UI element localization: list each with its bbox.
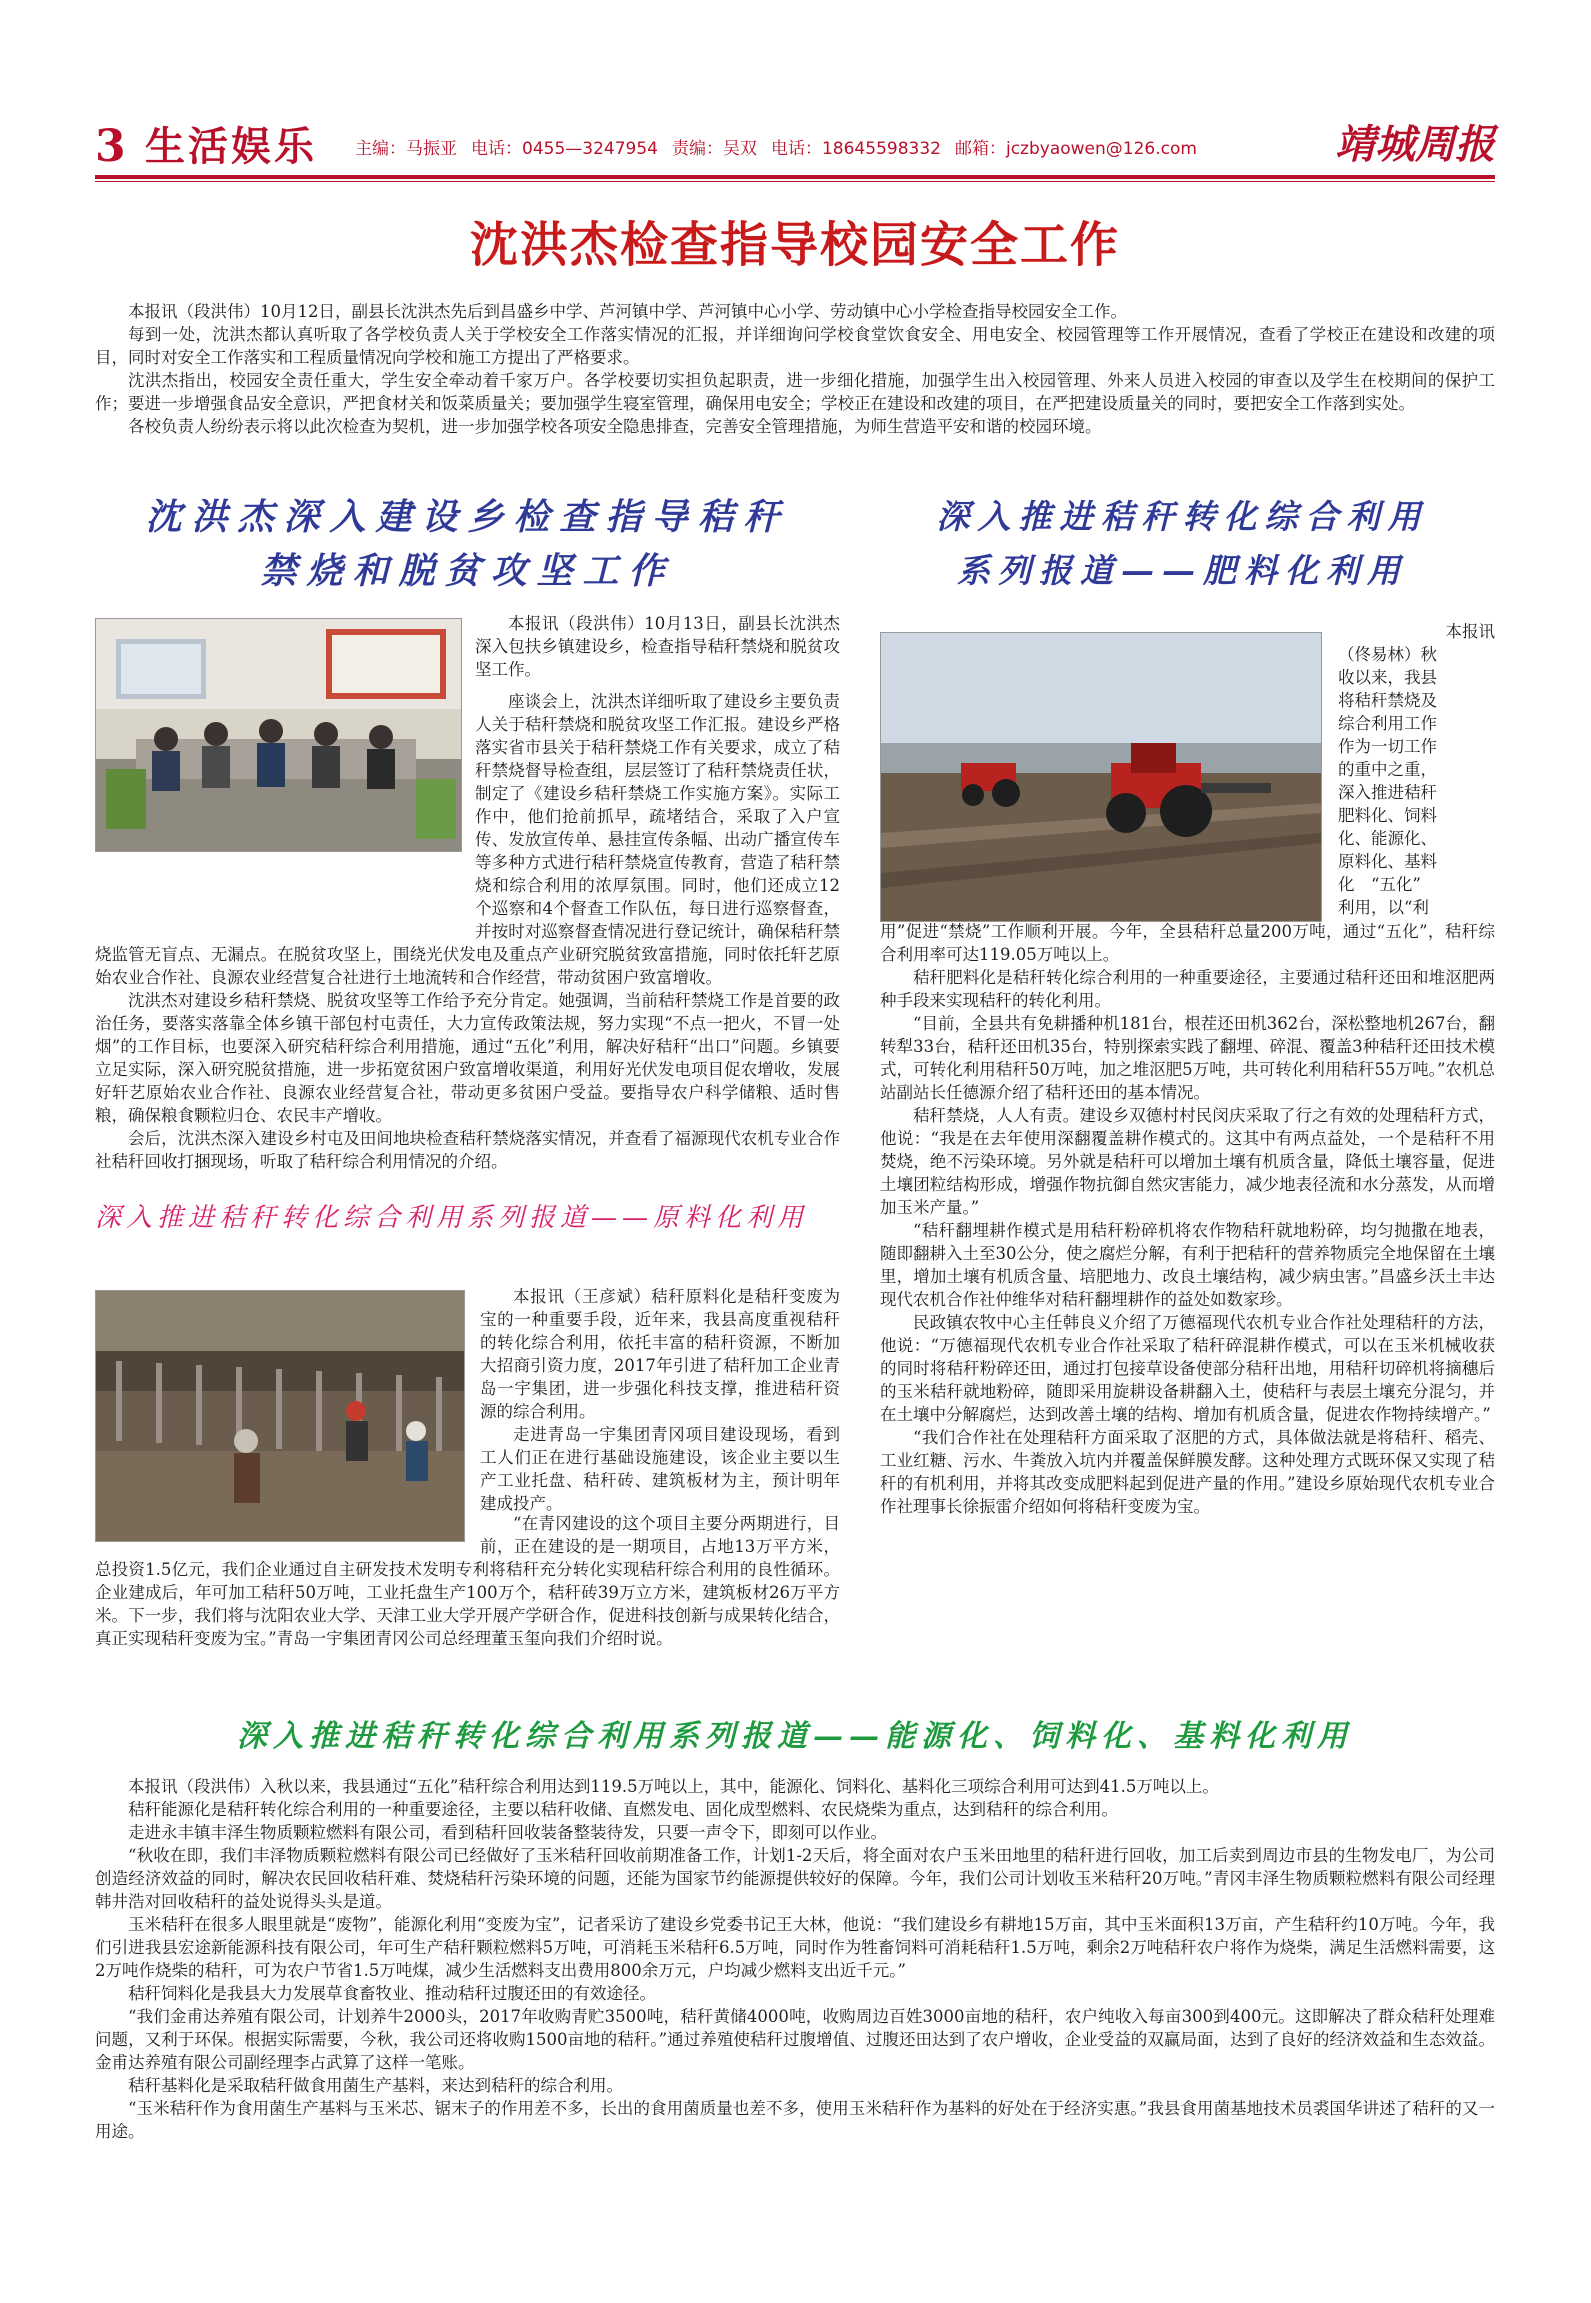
article3-side-line: 化 “五化” xyxy=(1338,875,1421,894)
article3-side-line: 深入推进秸秆 xyxy=(1338,783,1437,802)
article4-title: 深入推进秸秆转化综合利用系列报道——原料化利用 xyxy=(95,1203,809,1233)
article2-title-line2: 禁烧和脱贫攻坚工作 xyxy=(260,550,675,592)
article4-paragraph: 本报讯（王彦斌）秸秆原料化是秸秆变废为宝的一种重要手段，近年来，我县高度重视秸秆的转化综合利用，依托丰富的秸秆资源，不断加大招商引资力度，2017年引进了秸秆加工企业青岛一宇集团，进一步强化科技支撑，推进秸秆资源的综合利用。 xyxy=(480,1287,840,1421)
article3-title-line1: 深入推进秸秆转化综合利用 xyxy=(936,497,1429,536)
article3-side-line: 化、能源化、 xyxy=(1338,829,1437,848)
construction-photo xyxy=(95,1290,465,1542)
article2-title xyxy=(95,490,840,598)
article3-side-column xyxy=(1338,620,1495,919)
editor-info xyxy=(355,137,1211,161)
article5-paragraph: “秋收在即，我们丰泽物质颗粒燃料有限公司已经做好了玉米秸秆回收前期准备工作，计划1-2天后，将全面对农户玉米田地里的秸秆进行回收，加工后卖到周边市县的生物发电厂，为公司创造经济效益的同时，解决农民回收秸秆难、焚烧秸秆污染环境的问题，还能为国家节约能源提供较好的保障。今年，我们公司计划收玉米秸秆20万吨。”青冈丰泽生物质颗粒燃料有限公司经理韩井浩对回收秸秆的益处说得头头是道。 xyxy=(95,1846,1495,1911)
construction-photo-image xyxy=(96,1291,464,1541)
article2-column-top xyxy=(475,612,840,681)
article5-title: 深入推进秸秆转化综合利用系列报道——能源化、饲料化、基料化利用 xyxy=(237,1719,1353,1754)
article3-body xyxy=(880,920,1495,1518)
article1-paragraph: 本报讯（段洪伟）10月12日，副县长沈洪杰先后到昌盛乡中学、芦河镇中学、芦河镇中心小学、劳动镇中心小学检查指导校园安全工作。 xyxy=(128,302,1127,321)
article3-paragraph: “秸秆翻埋耕作模式是用秸秆粉碎机将农作物秸秆就地粉碎，均匀抛撒在地表，随即翻耕入土至30公分，使之腐烂分解，有利于把秸秆的营养物质完全地保留在土壤里，增加土壤有机质含量、培肥地力、改良土壤结构，减少病虫害。”昌盛乡沃土丰达现代农机合作社仲维华对秸秆翻埋耕作的益处如数家珍。 xyxy=(880,1221,1495,1309)
article1-paragraph: 沈洪杰指出，校园安全责任重大，学生安全牵动着千家万户。各学校要切实担负起职责，进一步细化措施，加强学生出入校园管理、外来人员进入校园的审查以及学生在校期间的保护工作；要进一步增强食品安全意识，严把食材关和饭菜质量关；要加强学生寝室管理，确保用电安全；学校正在建设和改建的项目，在严把建设质量关的同时，要把安全工作落到实处。 xyxy=(95,371,1495,413)
article3-paragraph: 秸秆禁烧，人人有责。建设乡双德村村民闵庆采取了行之有效的处理秸秆方式，他说：“我是在去年使用深翻覆盖耕作模式的。这其中有两点益处，一个是秸秆不用焚烧，绝不污染环境。另外就是秸秆可以增加土壤有机质含量，降低土壤容量，促进土壤团粒结构形成，增强作物抗御自然灾害能力，减少地表径流和水分蒸发，从而增加玉米产量。” xyxy=(880,1106,1495,1217)
article2-title-line1: 沈洪杰深入建设乡检查指导秸秆 xyxy=(145,496,790,538)
page-number: 3 xyxy=(95,121,126,172)
email: 邮箱：jczbyaowen@126.com xyxy=(954,139,1197,159)
article4-paragraph: 走进青岛一宇集团青冈项目建设现场，看到工人们正在进行基础设施建设，该企业主要以生产工业托盘、秸秆砖、建筑板材为主，预计明年建成投产。 xyxy=(480,1425,840,1513)
article5-paragraph: 秸秆饲料化是我县大力发展草食畜牧业、推动秸秆过腹还田的有效途径。 xyxy=(128,1984,656,2003)
article3-side-line: 原料化、基料 xyxy=(1338,852,1437,871)
duty-phone: 电话：18645598332 xyxy=(770,139,941,159)
photo-wrap-spacer xyxy=(95,1512,480,1558)
article5-paragraph: 秸秆基料化是采取秸秆做食用菌生产基料，来达到秸秆的综合利用。 xyxy=(128,2076,623,2095)
editor: 主编：马振亚 xyxy=(355,139,457,159)
article3-side-line: （佟易林）秋 xyxy=(1338,645,1437,664)
article2-paragraph: 会后，沈洪杰深入建设乡村屯及田间地块检查秸秆禁烧落实情况，并查看了福源现代农机专业合作社秸秆回收打捆现场，听取了秸秆综合利用情况的介绍。 xyxy=(95,1129,840,1171)
article3-side-line: 肥料化、饲料 xyxy=(1338,806,1437,825)
article5-paragraph: “玉米秸秆作为食用菌生产基料与玉米芯、锯末子的作用差不多，长出的食用菌质量也差不多，使用玉米秸秆作为基料的好处在于经济实惠。”我县食用菌基地技术员裘国华讲述了秸秆的又一用途。 xyxy=(95,2099,1495,2141)
article2-paragraph: 座谈会上，沈洪杰详细听取了建设乡主要负责人关于秸秆禁烧和脱贫攻坚工作汇报。建设乡严格落实省市县关于秸秆禁烧工作有关要求，成立了秸秆禁烧督导检查组，层层签订了秸秆禁烧责任状，制定了《建设乡秸秆禁烧工作实施方案》。实际工作中，他们抢前抓早，疏堵结合，采取了入户宣传、发放宣传单、悬挂宣传条幅、出动广播宣传车等多种方式进行秸秆禁烧宣传教育，营造了秸秆禁烧和综合利用的浓厚氛围。同时，他们还成立12个巡察和4个督查工作队伍，每日进行巡察督查，并按时对巡察督查情况进行登记统计，确保秸秆禁烧监管无盲点、无漏点。在脱贫攻坚上，围绕光伏发电及重点产业研究脱贫致富措施，同时依托轩艺原始农业合作社、良源农业经营复合社进行土地流转和合作经营，带动贫困户致富增收。 xyxy=(95,692,840,987)
article3-paragraph: “我们合作社在处理秸秆方面采取了沤肥的方式，具体做法就是将秸秆、稻壳、工业红糖、污水、牛粪放入坑内并覆盖保鲜膜发酵。这种处理方式既环保又实现了秸秆的有机利用，并将其改变成肥料起到促进产量的作用。”建设乡原始现代农机专业合作社理事长徐振雷介绍如何将秸秆变废为宝。 xyxy=(880,1428,1495,1516)
article3-side-line: 利用，以“利 xyxy=(1338,898,1429,917)
newspaper-brand: 靖城周报 xyxy=(1335,121,1495,168)
article3-paragraph: “目前，全县共有免耕播种机181台，根茬还田机362台，深松整地机267台，翻转犁33台，秸秆还田机35台，特别探索实践了翻埋、碎混、覆盖3种秸秆还田技术模式，可转化利用秸秆50万吨，加之堆沤肥5万吨，共可转化利用秸秆55万吨。”农机总站副站长任德源介绍了秸秆还田的基本情况。 xyxy=(880,1014,1495,1102)
article4-column xyxy=(480,1285,840,1515)
article3-paragraph: 用”促进“禁烧”工作顺利开展。今年，全县秸秆总量200万吨，通过“五化”，秸秆综合利用率可达119.05万吨以上。 xyxy=(880,922,1495,964)
article1-title: 沈洪杰检查指导校园安全工作 xyxy=(469,217,1120,273)
article3-paragraph: 秸秆肥料化是秸秆转化综合利用的一种重要途径，主要通过秸秆还田和堆沤肥两种手段来实现秸秆的转化利用。 xyxy=(880,968,1495,1010)
article3-side-line: 本报讯 xyxy=(1445,622,1495,641)
tractor-photo-image xyxy=(881,633,1321,921)
article2-body xyxy=(95,690,840,1173)
article3-side-line: 收以来，我县 xyxy=(1338,668,1437,687)
article5-paragraph: “我们金甫达养殖有限公司，计划养牛2000头，2017年收购青贮3500吨，秸秆黄储4000吨，收购周边百姓3000亩地的秸秆，农户纯收入每亩300到400元。这即解决了群众秸秆处理难问题，又利于环保。根据实际需要，今秋，我公司还将收购1500亩地的秸秆。”通过养殖使秸秆过腹增值、过腹还田达到了农户增收，企业受益的双赢局面，达到了良好的经济效益和生态效益。金甫达养殖有限公司副经理李占武算了这样一笔账。 xyxy=(95,2007,1495,2072)
photo-wrap-spacer xyxy=(95,690,475,930)
article2-intro: 本报讯（段洪伟）10月13日，副县长沈洪杰深入包扶乡镇建设乡，检查指导秸秆禁烧和脱贫攻坚工作。 xyxy=(475,614,840,679)
duty-editor: 责编：吴双 xyxy=(671,139,757,159)
article5-body xyxy=(95,1775,1495,2143)
article3-side-line: 综合利用工作 xyxy=(1338,714,1437,733)
article4-paragraph: “在青冈建设的这个项目主要分两期进行，目前，正在建设的是一期项目，占地13万平方米，总投资1.5亿元，我们企业通过自主研发技术发明专利将秸秆充分转化实现秸秆综合利用的良性循环。企业建成后，年可加工秸秆50万吨，工业托盘生产100万个，秸秆砖39万立方米，建筑板材26万平方米。下一步，我们将与沈阳农业大学、天津工业大学开展产学研合作，促进科技创新与成果转化结合，真正实现秸秆变废为宝。”青岛一宇集团青冈公司总经理董玉玺向我们介绍时说。 xyxy=(95,1514,840,1648)
article1-body xyxy=(95,300,1495,438)
header-rule-thin xyxy=(95,181,1495,182)
header-rule xyxy=(95,175,1495,179)
section-title: 生活娱乐 xyxy=(145,124,317,170)
article1-paragraph: 各校负责人纷纷表示将以此次检查为契机，进一步加强学校各项安全隐患排查，完善安全管理措施，为师生营造平安和谐的校园环境。 xyxy=(128,417,1102,436)
editor-phone: 电话：0455—3247954 xyxy=(471,139,658,159)
article3-side-line: 将秸秆禁烧及 xyxy=(1338,691,1437,710)
article1-paragraph: 每到一处，沈洪杰都认真听取了各学校负责人关于学校安全工作落实情况的汇报，并详细询问学校食堂饮食安全、用电安全、校园管理等工作开展情况，查看了学校正在建设和改建的项目，同时对安全工作落实和工程质量情况向学校和施工方提出了严格要求。 xyxy=(95,325,1495,367)
article5-paragraph: 秸秆能源化是秸秆转化综合利用的一种重要途径，主要以秸秆收储、直燃发电、固化成型燃料、农民烧柴为重点，达到秸秆的综合利用。 xyxy=(128,1800,1118,1819)
article2-paragraph: 沈洪杰对建设乡秸秆禁烧、脱贫攻坚等工作给予充分肯定。她强调，当前秸秆禁烧工作是首要的政治任务，要落实落靠全体乡镇干部包村屯责任，大力宣传政策法规，努力实现“不点一把火，不冒一处烟”的工作目标，也要深入研究秸秆综合利用措施，通过“五化”利用，解决好秸秆“出口”问题。乡镇要立足实际，深入研究脱贫措施，进一步拓宽贫困户致富增收渠道，利用好光伏发电项目促农增收，发展好轩艺原始农业合作社、良源农业经营复合社，带动更多贫困户受益。要指导农户科学储粮、适时售粮，确保粮食颗粒归仓、农民丰产增收。 xyxy=(95,991,840,1125)
article4-body xyxy=(95,1512,840,1650)
article3-title-line2: 系列报道——肥料化利用 xyxy=(957,551,1408,590)
article5-paragraph: 玉米秸秆在很多人眼里就是“废物”，能源化利用“变废为宝”，记者采访了建设乡党委书记王大林，他说：“我们建设乡有耕地15万亩，其中玉米面积13万亩，产生秸秆约10万吨。今年，我们引进我县宏途新能源科技有限公司，年可生产秸秆颗粒燃料5万吨，可消耗玉米秸秆6.5万吨，同时作为牲畜饲料可消耗秸秆1.5万吨，剩余2万吨秸秆农户将作为烧柴，满足生活燃料需要，这2万吨作烧柴的秸秆，可为农户节省1.5万吨煤，减少生活燃料支出费用800余万元，户均减少燃料支出近千元。” xyxy=(95,1915,1495,1980)
tractor-photo xyxy=(880,632,1322,922)
article5-paragraph: 本报讯（段洪伟）入秋以来，我县通过“五化”秸秆综合利用达到119.5万吨以上，其中，能源化、饲料化、基料化三项综合利用可达到41.5万吨以上。 xyxy=(128,1777,1219,1796)
article3-side-line: 的重中之重， xyxy=(1338,760,1437,779)
article3-side-line: 作为一切工作 xyxy=(1338,737,1437,756)
article3-paragraph: 民政镇农牧中心主任韩良义介绍了万德福现代农机专业合作社处理秸秆的方法，他说：“万德福现代农机专业合作社采取了秸秆碎混耕作模式，可以在玉米机械收获的同时将秸秆粉碎还田，通过打包接草设备使部分秸秆出地，用秸秆切碎机将摘穗后的玉米秸秆就地粉碎，随即采用旋耕设备耕翻入土，使秸秆与表层土壤充分混匀，并在土壤中分解腐烂，达到改善土壤的结构、增加有机质含量，促进农作物持续增产。” xyxy=(880,1313,1495,1424)
article3-title xyxy=(870,490,1495,598)
article5-paragraph: 走进永丰镇丰泽生物质颗粒燃料有限公司，看到秸秆回收装备整装待发，只要一声令下，即刻可以作业。 xyxy=(128,1823,887,1842)
